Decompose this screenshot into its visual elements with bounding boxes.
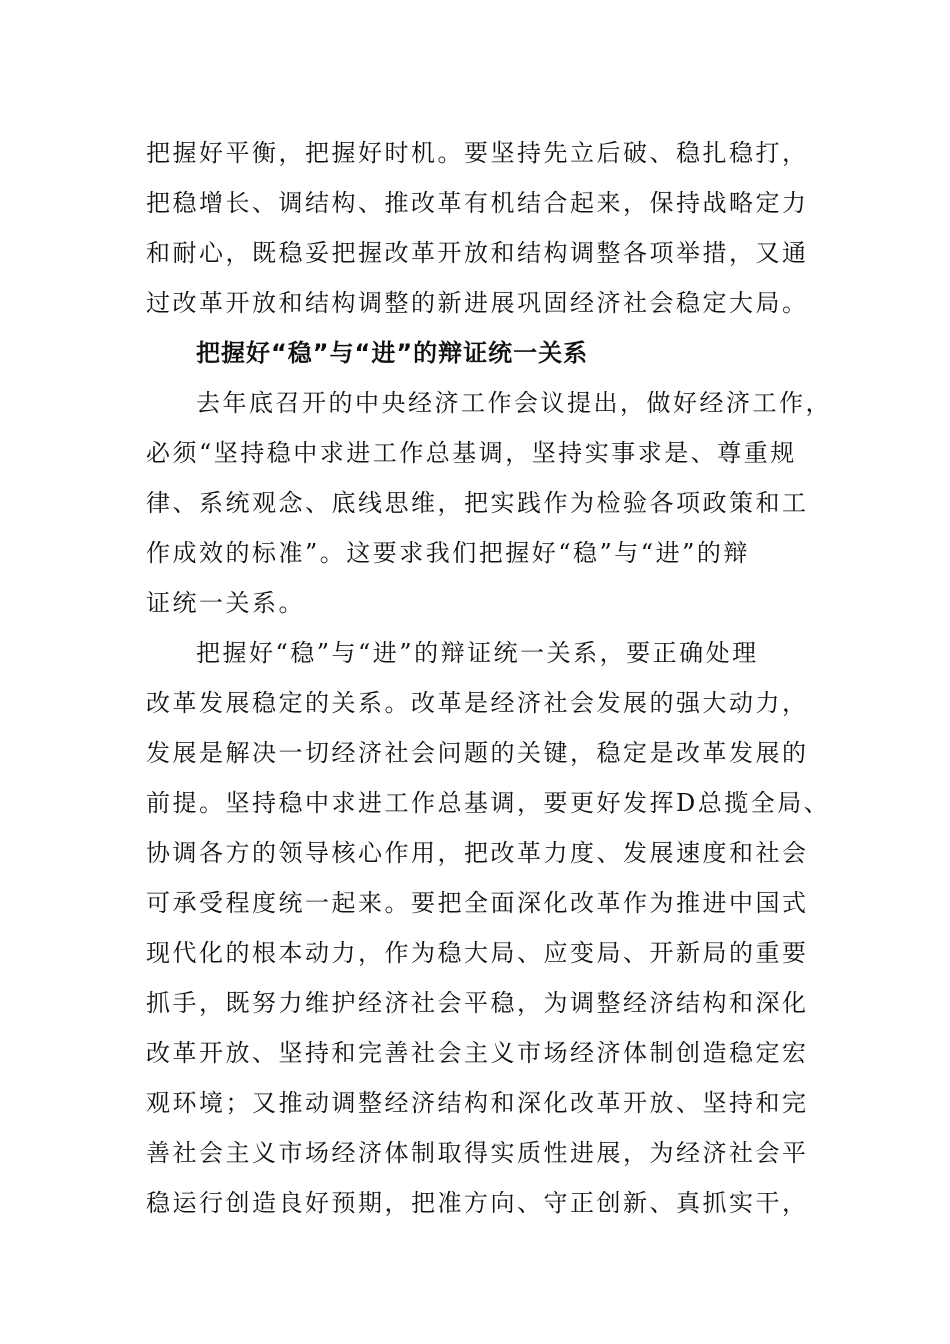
text-line: 律、系统观念、底线思维，把实践作为检验各项政策和工 (146, 489, 809, 517)
document-body (146, 128, 832, 1228)
text-line: 把握好“稳”与“进”的辩证统一关系，要正确处理 (196, 639, 759, 667)
text-line: 证统一关系。 (146, 589, 305, 617)
text-line: 现代化的根本动力，作为稳大局、应变局、开新局的重要 (146, 939, 809, 967)
text-line: 观环境；又推动调整经济结构和深化改革开放、坚持和完 (146, 1089, 809, 1117)
text-line: 和耐心，既稳妥把握改革开放和结构调整各项举措，又通 (146, 239, 809, 267)
text-line: 过改革开放和结构调整的新进展巩固经济社会稳定大局。 (146, 289, 809, 317)
text-line: 去年底召开的中央经济工作会议提出，做好经济工作， (196, 389, 832, 417)
paragraph (146, 378, 832, 628)
text-line: 可承受程度统一起来。要把全面深化改革作为推进中国式 (146, 889, 809, 917)
paragraph-continued (146, 128, 826, 328)
text-line: 协调各方的领导核心作用，把改革力度、发展速度和社会 (146, 839, 809, 867)
text-line: 改革开放、坚持和完善社会主义市场经济体制创造稳定宏 (146, 1039, 809, 1067)
section-heading-text: 把握好“稳”与“进”的辩证统一关系 (196, 339, 589, 367)
text-line: 把稳增长、调结构、推改革有机结合起来，保持战略定力 (146, 189, 809, 217)
section-heading (146, 328, 826, 378)
text-line: 发展是解决一切经济社会问题的关键，稳定是改革发展的 (146, 739, 809, 767)
paragraph (146, 628, 831, 1228)
text-line: 作成效的标准”。这要求我们把握好“稳”与“进”的辩 (146, 539, 750, 567)
text-line: 抓手，既努力维护经济社会平稳，为调整经济结构和深化 (146, 989, 809, 1017)
text-line: 前提。坚持稳中求进工作总基调，要更好发挥D总揽全局、 (146, 789, 831, 817)
text-line: 改革发展稳定的关系。改革是经济社会发展的强大动力， (146, 689, 809, 717)
text-line: 把握好平衡，把握好时机。要坚持先立后破、稳扎稳打， (146, 139, 809, 167)
text-line: 必须“坚持稳中求进工作总基调，坚持实事求是、尊重规 (146, 439, 797, 467)
text-line: 稳运行创造良好预期，把准方向、守正创新、真抓实干， (146, 1189, 809, 1217)
text-line: 善社会主义市场经济体制取得实质性进展，为经济社会平 (146, 1139, 809, 1167)
